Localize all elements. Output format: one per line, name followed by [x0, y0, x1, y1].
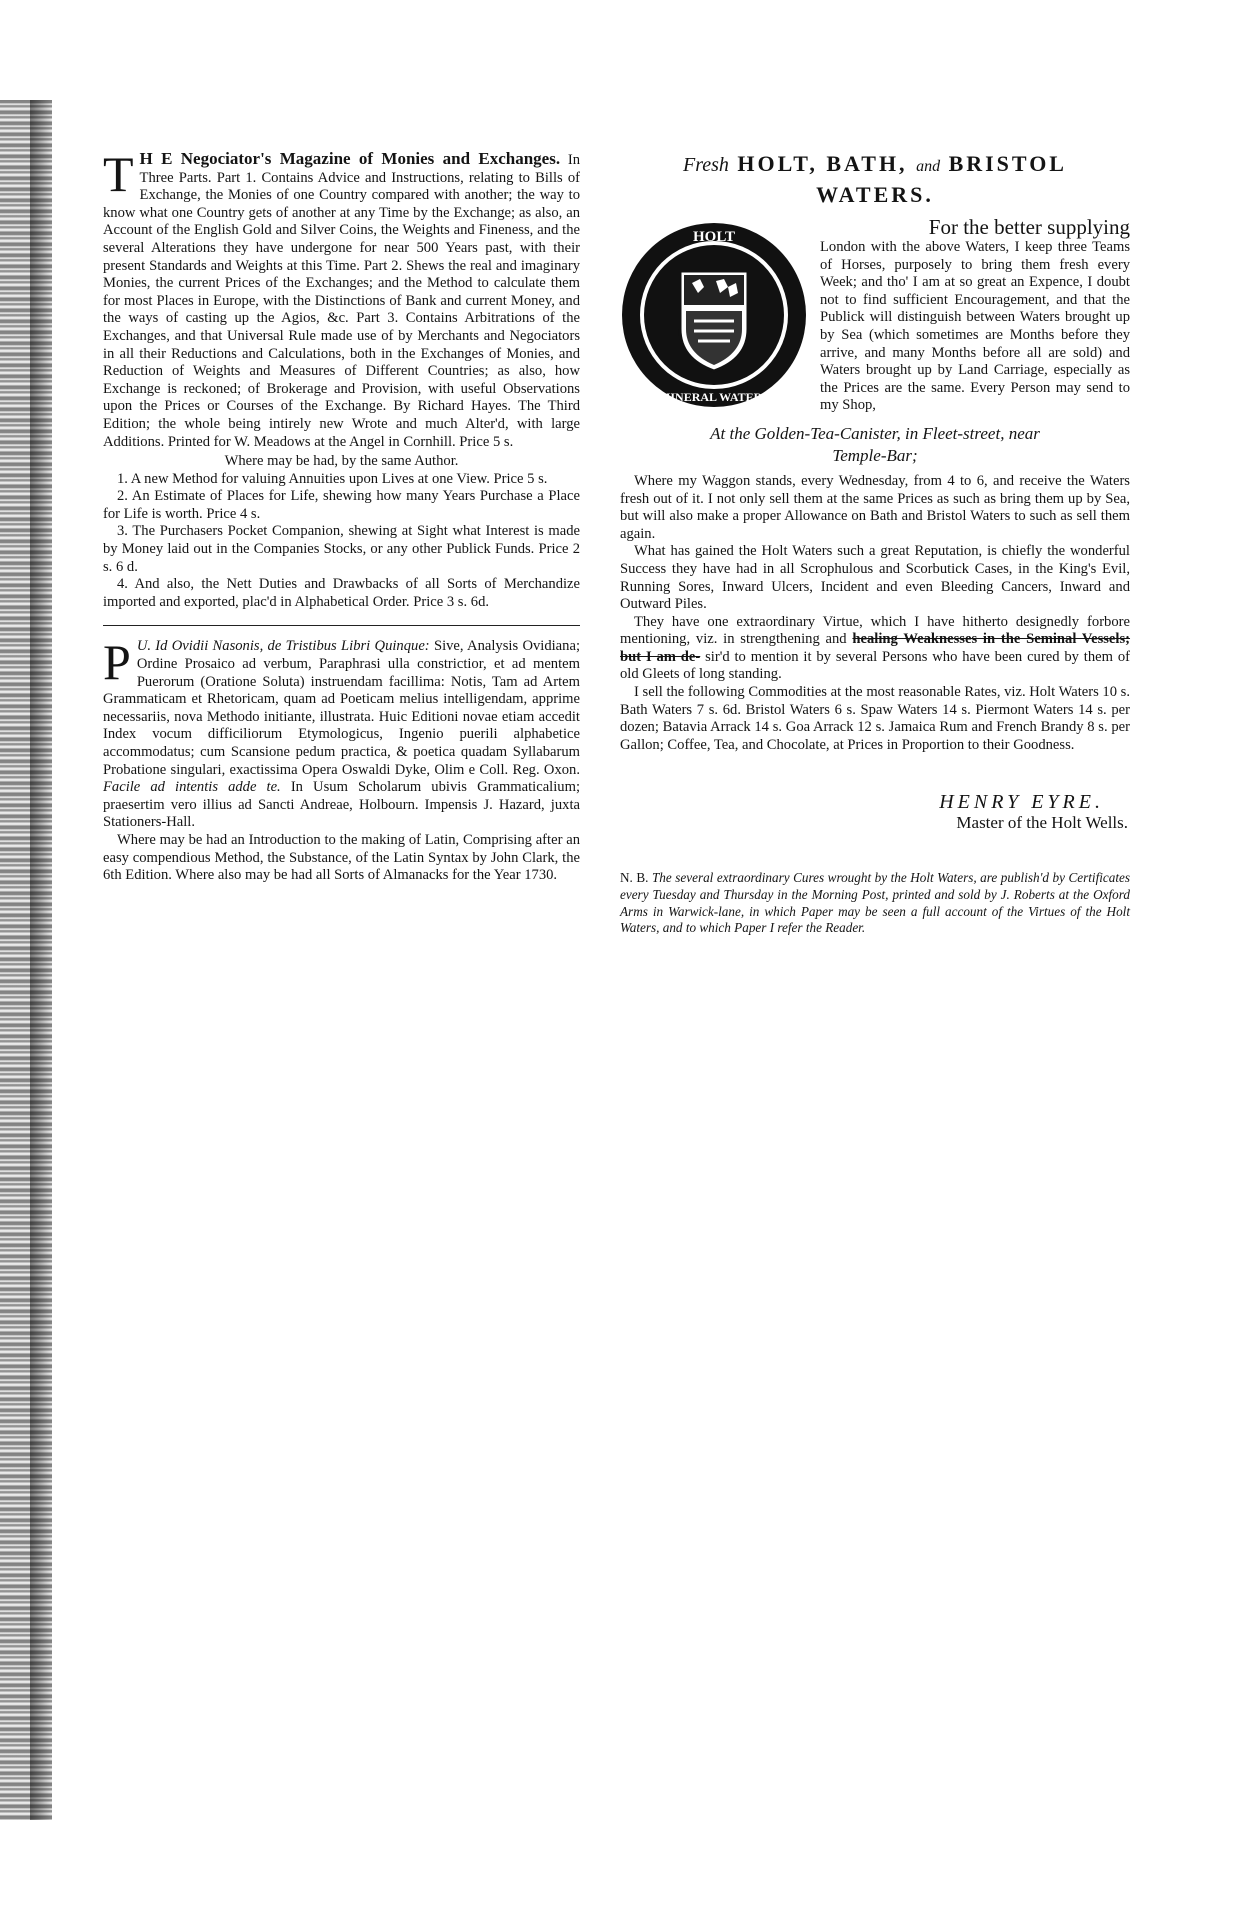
left-column — [103, 146, 581, 885]
waters-heading — [620, 150, 1130, 209]
ovid-where: Where may be had an Introduction to the making of Latin, Comprising after an easy compendious Method, the Substance, of the Latin Syntax by John Clark, the 6th Edition. Where also may be had all Sorts of Almanacks for the Year 1730. — [103, 831, 580, 884]
heading-and: and — [916, 158, 941, 175]
heading-line1b: BRISTOL — [948, 151, 1067, 176]
ovid-title: U. Id Ovidii Nasonis, de Tristibus Libri Quinque: — [136, 638, 430, 655]
signature-name: HENRY EYRE. — [939, 791, 1104, 814]
seal-bottom-text: MINERAL WATERS — [659, 390, 769, 404]
drop-cap-p: P — [103, 634, 131, 691]
drop-cap-t: T — [103, 146, 134, 202]
negociator-title: H E Negociator's Magazine of Monies and Exchanges. — [139, 149, 561, 168]
signature-title: Master of the Holt Wells. — [956, 813, 1128, 833]
heading-line2: WATERS. — [816, 182, 934, 207]
seal-top-text: HOLT — [693, 229, 735, 245]
heading-fresh: Fresh — [683, 154, 729, 176]
list-item: 2. An Estimate of Places for Life, shewing how many Years Purchase a Place for Life is worth. Price 4 s. — [103, 488, 580, 522]
shop-location-line2: Temple-Bar; — [832, 445, 918, 465]
waggon-paragraph: Where my Waggon stands, every Wednesday, from 4 to 6, and receive the Waters fresh out of it. I not only sell them at the same Prices as such as bring them up by Sea, but will also make a proper Allowance on Bath and Bristol Waters to such as sell them again. — [620, 472, 1130, 542]
virtue-text-a: They have one extraordinary Virtue, which I have hitherto designedly forbore mentioning, viz. in strengthening and — [620, 613, 1130, 648]
right-column — [620, 150, 1130, 937]
virtue-struck-text: healing Weaknesses in the Seminal Vessels; but I am de- — [620, 631, 1131, 665]
negociator-advertisement — [103, 146, 581, 611]
reputation-paragraph: What has gained the Holt Waters such a great Reputation, is chiefly the wonderful Success they have had in all Scrophulous and Scorbutick Cases, in the King's Evil, Running Sores, Inward Ulcers, Incident and even Bleeding Cancers, Inward and Outward Piles. — [620, 543, 1130, 613]
list-item: 3. The Purchasers Pocket Companion, shewing at Sight what Interest is made by Money laid out in the Companies Stocks, or any other Publick Funds. Price 2 s. 6 d. — [103, 523, 580, 575]
heading-line1a: HOLT, BATH, — [737, 151, 908, 176]
virtue-text-b: sir'd to mention it by several Persons who have been cured by them of old Gleets of long standing. — [620, 648, 1130, 683]
nota-bene — [620, 870, 1130, 937]
list-item: 1. A new Method for valuing Annuities upon Lives at one View. Price 5 s. — [117, 470, 548, 487]
ovid-body: Sive, Analysis Ovidiana; Ordine Prosaico ad verbum, Paraphrasi ulla constrictior, et ad mentem Puerorum (Oratione Soluta) instruendam facillima: Notis, Tam ad Artem Grammaticam et Rhetoricam, quam ad Poeticam melius intelligendam, apprime necessariis, nova Methodo initiante, illustrata. Huic Editioni novae etiam accedit Index vocum difficiliorum Etymologicus, Ingenio puerili alphabetice accommodatus; cum Scansione pedum practica, & poetica quadam Syllabarum Probatione singulari, exactissima Opera Oswaldi Dyke, Olim e Coll. Reg. Oxon. — [103, 638, 580, 778]
section-divider — [103, 625, 580, 626]
virtue-paragraph — [620, 614, 1130, 684]
ovid-body-2: In Usum Scholarum ubivis Grammaticalium; praesertim vero illius ad Sancti Andreae, Holbourn. Impensis J. Hazard, juxta Stationers-Hall. — [103, 779, 580, 831]
negociator-where: Where may be had, by the same Author. — [224, 453, 459, 470]
binding-shadow — [30, 100, 52, 1820]
negociator-body: In Three Parts. Part 1. Contains Advice and Instructions, relating to Bills of Exchange, the Monies of one Country compared with another; the way to know what one Country gets of another at any Time by the Exchange; as also, an Account of the English Gold and Silver Coins, the Weights and Fineness, and the several Alterations they have undergone for near 500 Years past, with their present Standards and Weights at this Time. Part 2. Shews the real and imaginary Monies, the current Prices of the Exchanges; and the Method to calculate them for most Places in Europe, with the Distinctions of Bank and current Money, and the ways of casting up the Agios, &c. Part 3. Contains Arbitrations of the Exchanges, and that Universal Rule made use of by Merchants and Negociators in all their Reductions and Calculations, both in the Exchanges of Monies, and Reduction of Weights and Measures of Different Countries; as also, how Exchange is reckoned; of Brokerage and Provision, with useful Observations upon the Prices or Courses of the Exchange. By Richard Hayes. The Third Edition; the whole being intirely new Wrote and much Alter'd, with large Additions. Printed for W. Meadows at the Angel in Cornhill. Price 5 s. — [103, 152, 581, 450]
waters-lead: For the better supplying — [928, 215, 1130, 239]
holt-seal-logo — [620, 221, 808, 409]
shop-location-line1: At the Golden-Tea-Canister, in Fleet-street, near — [710, 423, 1040, 443]
ovid-advertisement — [103, 634, 580, 884]
ovid-motto: Facile ad intentis adde te. — [103, 779, 281, 796]
list-item: 4. And also, the Nett Duties and Drawbacks of all Sorts of Merchandize imported and exported, plac'd in Alphabetical Order. Price 3 s. 6d. — [103, 576, 580, 610]
nb-text: The several extraordinary Cures wrought by the Holt Waters, are publish'd by Certificates every Tuesday and Thursday in the Morning Post, printed and sold by J. Roberts at the Oxford Arms in Warwick-lane, in which Paper may be seen a full account of the Virtues of the Holt Waters, and to which Paper I refer the Reader. — [620, 870, 1131, 936]
commodities-paragraph: I sell the following Commodities at the most reasonable Rates, viz. Holt Waters 10 s. Bath Waters 7 s. 6d. Bristol Waters 6 s. Spaw Waters 14 s. Piermont Waters 14 s. per dozen; Batavia Arrack 14 s. Goa Arrack 12 s. Jamaica Rum and French Brandy 8 s. per Gallon; Coffee, Tea, and Chocolate, at Prices in Proportion to their Goodness. — [620, 684, 1130, 753]
nb-label: N. B. — [620, 870, 649, 886]
waters-advertisement — [620, 215, 1130, 937]
waters-body: London with the above Waters, I keep three Teams of Horses, purposely to bring them fresh every Week; and tho' I am at so great an Expence, I doubt not to find sufficient Encouragement, and that the Publick will distinguish between Waters brought up by Sea (which sometimes are Months before they arrive, and many Months before all are sold) and Waters brought up by Land Carriage, especially as the Prices are the same. Every Person may send to my Shop, — [820, 239, 1130, 414]
